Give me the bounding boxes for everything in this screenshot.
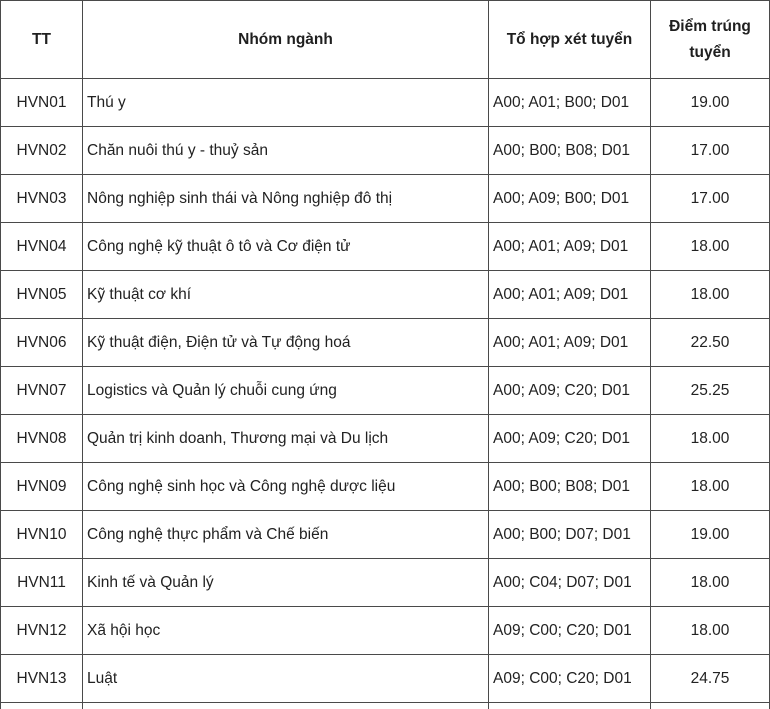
row-subject-combination: A00; B00; D07; D01 — [489, 511, 651, 559]
table-row — [1, 559, 770, 607]
row-subject-combination: A00; A09; B00; D01 — [489, 175, 651, 223]
row-score: 19.00 — [651, 79, 770, 127]
table-row — [1, 463, 770, 511]
row-major-group: Kỹ thuật điện, Điện tử và Tự động hoá — [83, 319, 489, 367]
row-score: 18.00 — [651, 463, 770, 511]
row-major-group: Công nghệ thực phẩm và Chế biến — [83, 511, 489, 559]
header-tt: TT — [1, 1, 83, 79]
row-major-group: Quản trị kinh doanh, Thương mại và Du lịch — [83, 415, 489, 463]
header-major-group: Nhóm ngành — [83, 1, 489, 79]
row-major-group: Thú y — [83, 79, 489, 127]
table-row — [1, 271, 770, 319]
table-row — [1, 79, 770, 127]
row-score: 25.25 — [651, 367, 770, 415]
row-subject-combination: A09; C00; C20; D01 — [489, 655, 651, 703]
row-subject-combination: A00; C04; D07; D01 — [489, 559, 651, 607]
row-subject-combination: A00; A09; C20; D01 — [489, 415, 651, 463]
table-row — [1, 127, 770, 175]
row-subject-combination: A00; A01; A09; D01 — [489, 271, 651, 319]
table-row — [1, 511, 770, 559]
row-code: HVN12 — [1, 607, 83, 655]
header-subject-combination: Tổ hợp xét tuyển — [489, 1, 651, 79]
row-code: HVN02 — [1, 127, 83, 175]
cut-off-cell — [489, 703, 651, 709]
table-row — [1, 223, 770, 271]
row-code: HVN07 — [1, 367, 83, 415]
header-admission-score: Điểm trúng tuyển — [651, 1, 770, 79]
row-score: 18.00 — [651, 607, 770, 655]
table-row — [1, 655, 770, 703]
row-subject-combination: A00; B00; B08; D01 — [489, 463, 651, 511]
row-subject-combination: A00; B00; B08; D01 — [489, 127, 651, 175]
row-code: HVN09 — [1, 463, 83, 511]
row-code: HVN06 — [1, 319, 83, 367]
row-code: HVN05 — [1, 271, 83, 319]
row-major-group: Logistics và Quản lý chuỗi cung ứng — [83, 367, 489, 415]
row-code: HVN01 — [1, 79, 83, 127]
row-major-group: Công nghệ kỹ thuật ô tô và Cơ điện tử — [83, 223, 489, 271]
row-score: 18.00 — [651, 271, 770, 319]
table-row — [1, 415, 770, 463]
row-code: HVN11 — [1, 559, 83, 607]
table-row-cut-off — [1, 703, 770, 709]
row-major-group: Kinh tế và Quản lý — [83, 559, 489, 607]
row-code: HVN03 — [1, 175, 83, 223]
row-score: 17.00 — [651, 175, 770, 223]
row-score: 18.00 — [651, 559, 770, 607]
row-subject-combination: A00; A09; C20; D01 — [489, 367, 651, 415]
row-score: 22.50 — [651, 319, 770, 367]
table-row — [1, 319, 770, 367]
row-major-group: Luật — [83, 655, 489, 703]
row-code: HVN13 — [1, 655, 83, 703]
row-subject-combination: A00; A01; B00; D01 — [489, 79, 651, 127]
cut-off-cell — [1, 703, 83, 709]
row-code: HVN08 — [1, 415, 83, 463]
row-major-group: Kỹ thuật cơ khí — [83, 271, 489, 319]
row-subject-combination: A00; A01; A09; D01 — [489, 223, 651, 271]
row-score: 18.00 — [651, 223, 770, 271]
cut-off-cell — [651, 703, 770, 709]
row-score: 17.00 — [651, 127, 770, 175]
cut-off-cell — [83, 703, 489, 709]
table-row — [1, 175, 770, 223]
table-header-row — [1, 1, 770, 79]
row-code: HVN10 — [1, 511, 83, 559]
table-row — [1, 607, 770, 655]
row-subject-combination: A09; C00; C20; D01 — [489, 607, 651, 655]
row-major-group: Xã hội học — [83, 607, 489, 655]
row-subject-combination: A00; A01; A09; D01 — [489, 319, 651, 367]
row-major-group: Công nghệ sinh học và Công nghệ dược liệu — [83, 463, 489, 511]
row-score: 19.00 — [651, 511, 770, 559]
row-code: HVN04 — [1, 223, 83, 271]
row-major-group: Chăn nuôi thú y - thuỷ sản — [83, 127, 489, 175]
row-score: 24.75 — [651, 655, 770, 703]
row-major-group: Nông nghiệp sinh thái và Nông nghiệp đô thị — [83, 175, 489, 223]
row-score: 18.00 — [651, 415, 770, 463]
table-row — [1, 367, 770, 415]
